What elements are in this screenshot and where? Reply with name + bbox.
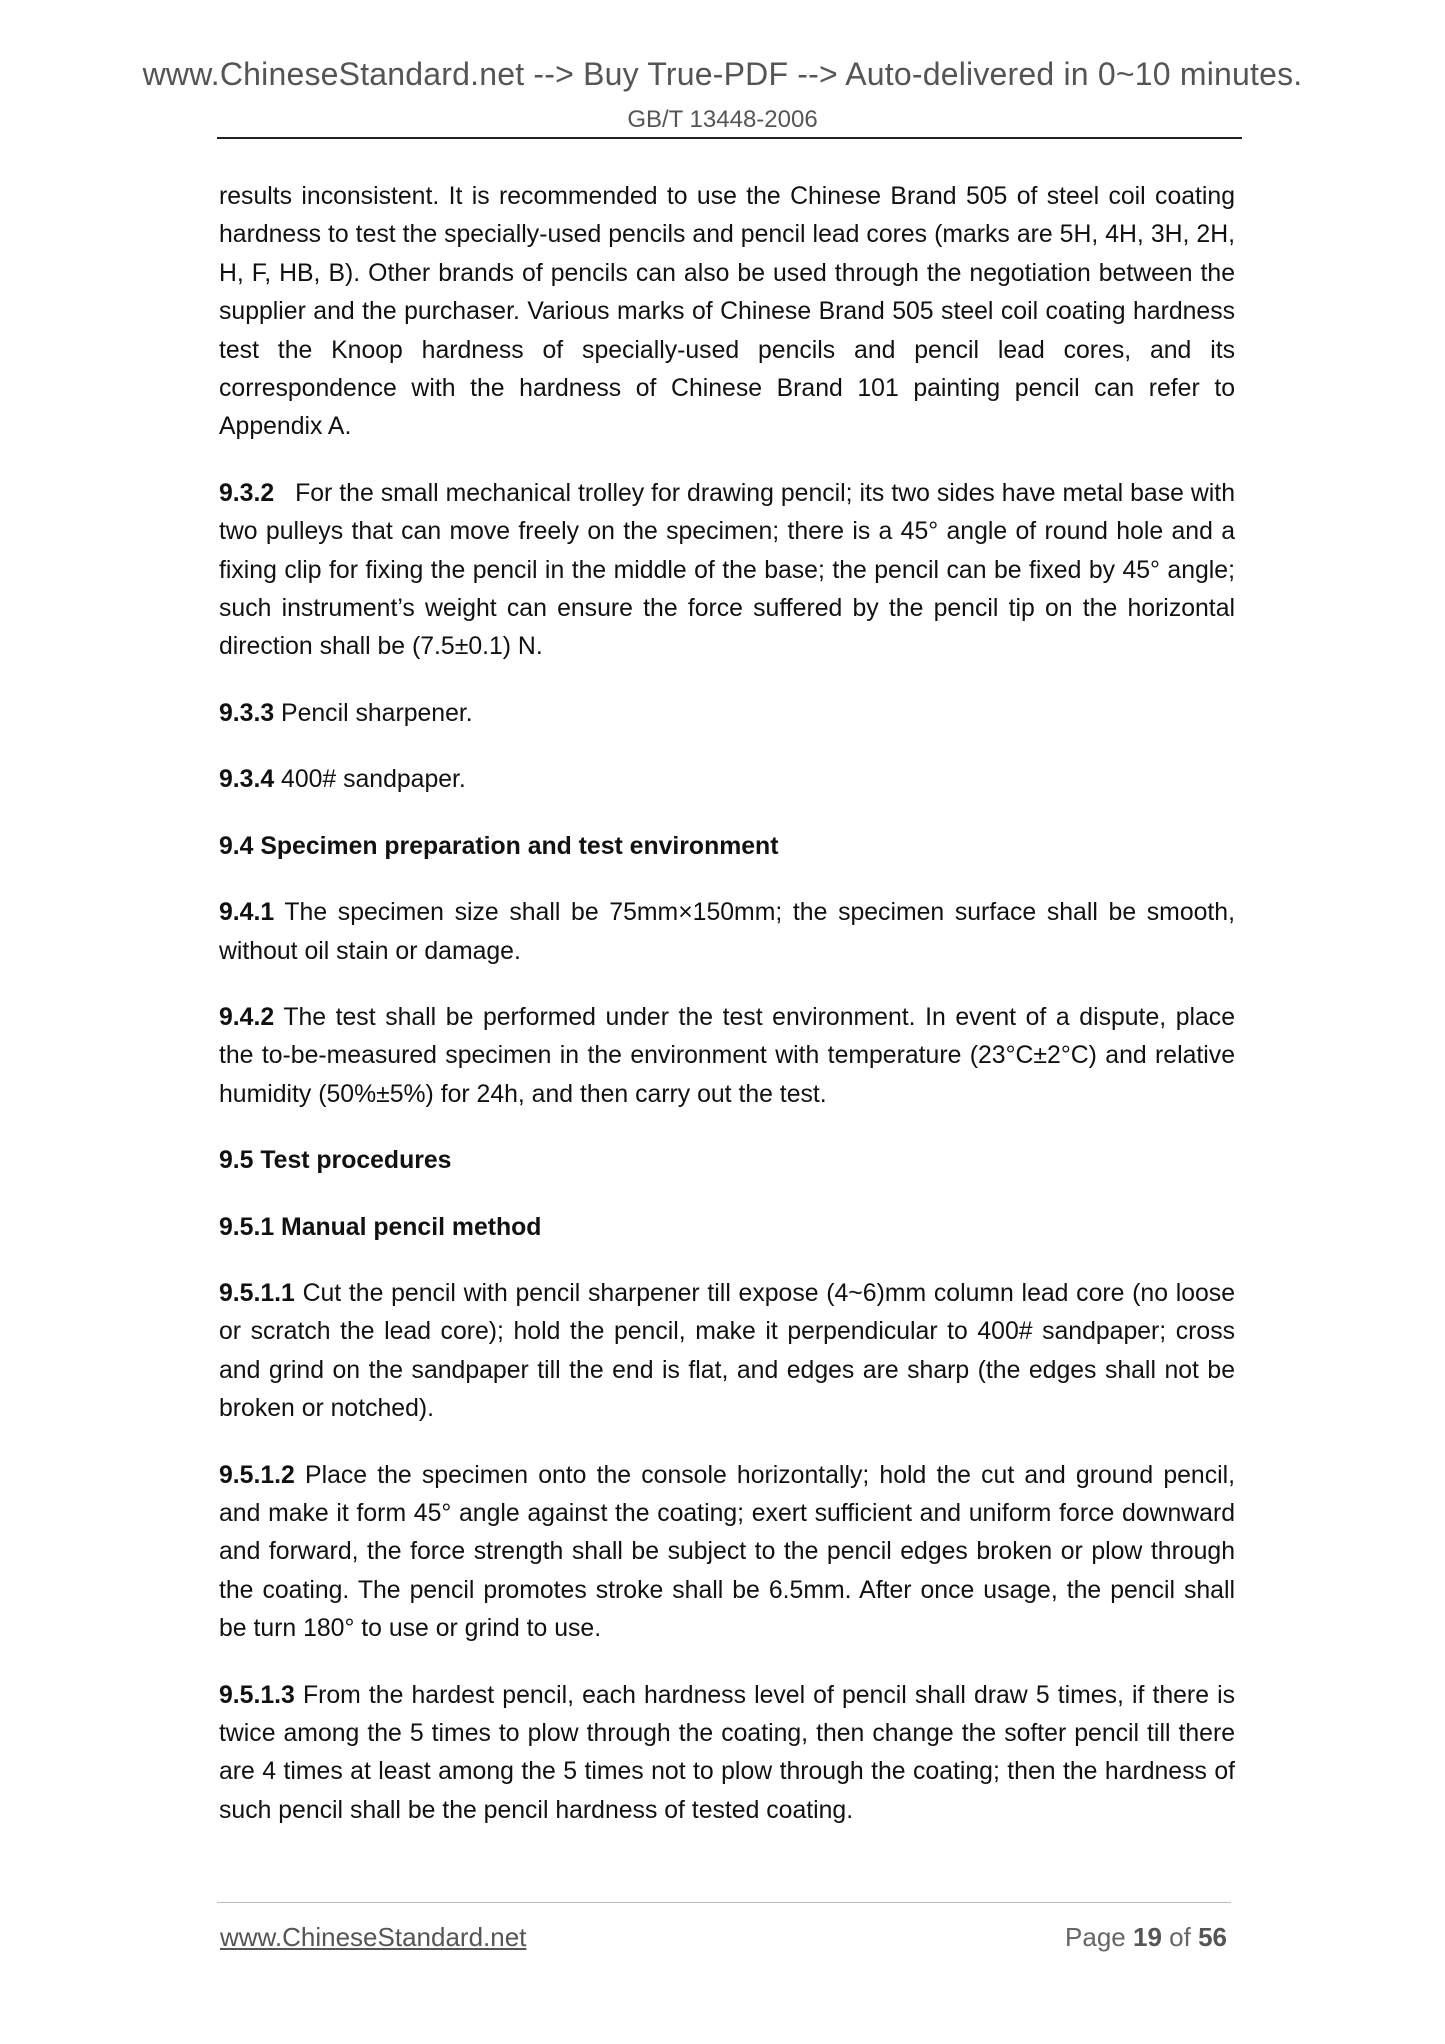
page-current: 19 bbox=[1133, 1922, 1162, 1952]
section-heading-9-4: 9.4 Specimen preparation and test environment bbox=[219, 832, 779, 860]
clause-text: Place the specimen onto the console horizontally; hold the cut and ground pencil, and make it form 45° angle against the coating; exert sufficient and uniform force downward and forward, the force strength shall be subject to the pencil edges broken or plow through the coating. The pencil promotes stroke shall be 6.5mm. After once usage, the pencil shall be turn 180° to use or grind to use. bbox=[219, 1461, 1236, 1643]
header-banner: www.ChineseStandard.net --> Buy True-PDF --> Auto-delivered in 0~10 minutes. bbox=[142, 56, 1303, 92]
clause-9-3-3 bbox=[219, 695, 1235, 733]
section-heading-9-5: 9.5 Test procedures bbox=[219, 1147, 452, 1175]
clause-9-5-1-2 bbox=[219, 1457, 1235, 1649]
page-of: of bbox=[1169, 1922, 1191, 1952]
standard-number: GB/T 13448-2006 bbox=[627, 106, 818, 133]
clause-9-3-2 bbox=[219, 475, 1235, 667]
page-indicator bbox=[1065, 1922, 1227, 1953]
document-body bbox=[219, 178, 1235, 1858]
section-heading-9-5-1: 9.5.1 Manual pencil method bbox=[219, 1213, 542, 1241]
footer-divider bbox=[217, 1902, 1231, 1903]
clause-9-3-4 bbox=[219, 761, 1235, 799]
clause-text: Pencil sharpener. bbox=[281, 699, 473, 727]
clause-9-5-1-3 bbox=[219, 1677, 1235, 1831]
clause-text: 400# sandpaper. bbox=[281, 766, 466, 794]
clause-number: 9.5.1.1 bbox=[219, 1279, 295, 1307]
page-total: 56 bbox=[1198, 1922, 1227, 1952]
clause-number: 9.3.3 bbox=[219, 699, 275, 727]
clause-9-4-1 bbox=[219, 894, 1235, 971]
header-divider bbox=[217, 137, 1242, 139]
clause-9-4-2 bbox=[219, 999, 1235, 1114]
clause-number: 9.3.4 bbox=[219, 766, 275, 794]
page-word: Page bbox=[1065, 1922, 1126, 1952]
clause-number: 9.4.2 bbox=[219, 1003, 275, 1031]
clause-text: The test shall be performed under the test environment. In event of a dispute, place the to-be-measured specimen in the environment with temperature (23°C±2°C) and relative humidity (50%±5%) for 24h, and then carry out the test. bbox=[219, 1003, 1236, 1108]
clause-text: The specimen size shall be 75mm×150mm; the specimen surface shall be smooth, without oil stain or damage. bbox=[219, 899, 1235, 965]
clause-9-5-1-1 bbox=[219, 1275, 1235, 1429]
clause-number: 9.4.1 bbox=[219, 899, 275, 927]
clause-number: 9.3.2 bbox=[219, 479, 275, 507]
clause-text: From the hardest pencil, each hardness level of pencil shall draw 5 times, if there is twice among the 5 times to plow through the coating, then change the softer pencil till there are 4 times at least among the 5 times not to plow through the coating; then the hardness of such pencil shall be the pencil hardness of tested coating. bbox=[219, 1681, 1235, 1824]
paragraph-intro: results inconsistent. It is recommended to use the Chinese Brand 505 of steel coil coating hardness to test the specially-used pencils and pencil lead cores (marks are 5H, 4H, 3H, 2H, H, F, HB, B). Other brands of pencils can also be used through the negotiation between the supplier and the purchaser. Various marks of Chinese Brand 505 steel coil coating hardness test the Knoop hardness of specially-used pencils and pencil lead cores, and its correspondence with the hardness of Chinese Brand 101 painting pencil can refer to Appendix A. bbox=[219, 183, 1235, 441]
clause-number: 9.5.1.2 bbox=[219, 1461, 295, 1489]
footer-website-link[interactable]: www.ChineseStandard.net bbox=[220, 1922, 527, 1952]
clause-text: Cut the pencil with pencil sharpener till expose (4~6)mm column lead core (no loose or scratch the lead core); hold the pencil, make it perpendicular to 400# sandpaper; cross and grind on the sandpaper till the end is flat, and edges are sharp (the edges shall not be broken or notched). bbox=[219, 1279, 1236, 1423]
clause-number: 9.5.1.3 bbox=[219, 1681, 295, 1709]
clause-text: For the small mechanical trolley for drawing pencil; its two sides have metal base with two pulleys that can move freely on the specimen; there is a 45° angle of round hole and a fixing clip for fixing the pencil in the middle of the base; the pencil can be fixed by 45° angle; such instrument’s weight can ensure the force suffered by the pencil tip on the horizontal direction shall be (7.5±0.1) N. bbox=[219, 479, 1235, 661]
